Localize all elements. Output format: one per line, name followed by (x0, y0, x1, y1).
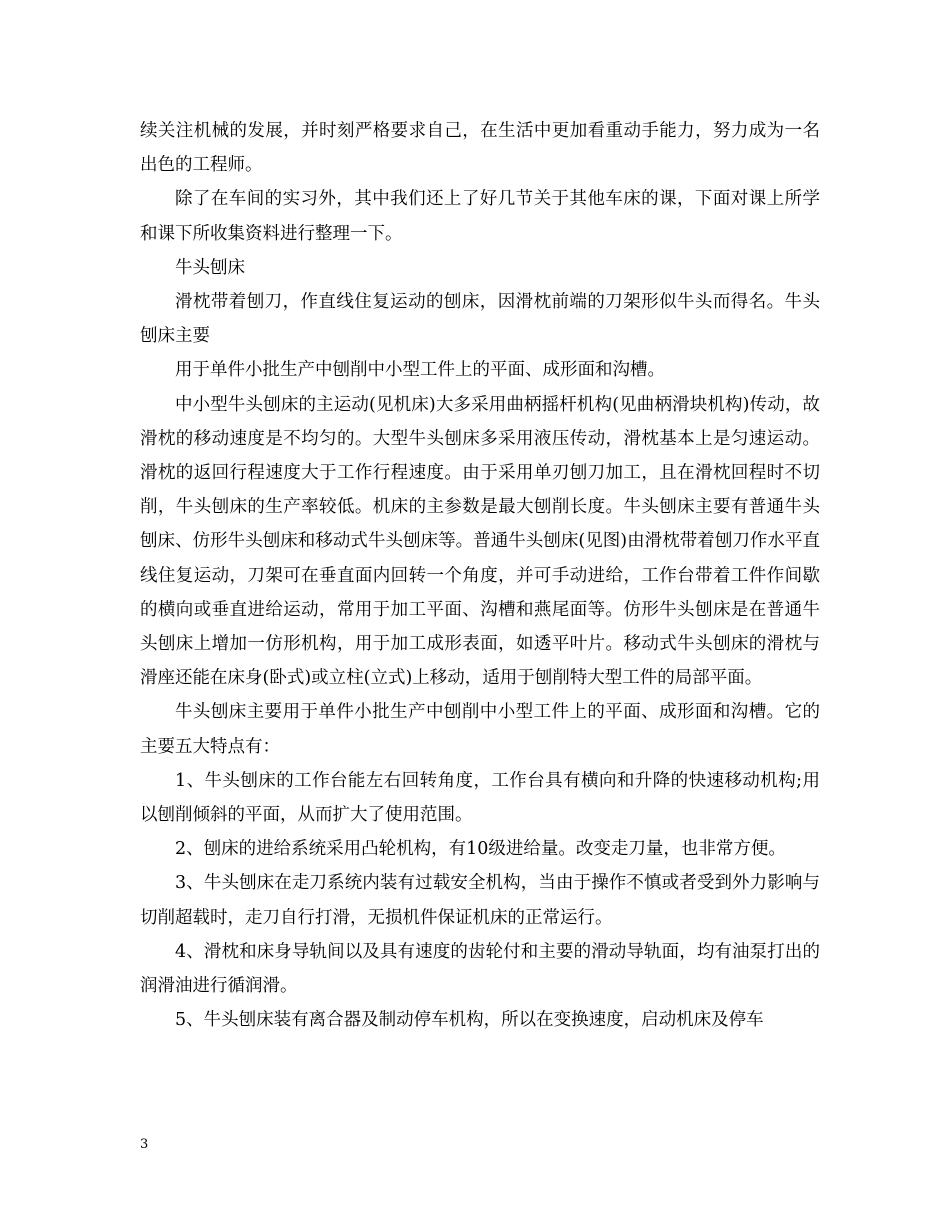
paragraph-features-intro: 牛头刨床主要用于单件小批生产中刨削中小型工件上的平面、成形面和沟槽。它的主要五大特点有： (140, 702, 820, 757)
paragraph-usage: 用于单件小批生产中刨削中小型工件上的平面、成形面和沟槽。 (175, 360, 665, 381)
feature-item-4: 4、滑枕和床身导轨间以及具有速度的齿轮付和主要的滑动导轨面，均有油泵打出的润滑油进行循润滑。 (140, 941, 820, 997)
section-heading: 牛头刨床 (175, 257, 245, 278)
feature-item-3: 3、牛头刨床在走刀系统内装有过载安全机构，当由于操作不慎或者受到外力影响与切削超载时，走刀自行打滑，无损机件保证机床的正常运行。 (140, 873, 820, 928)
feature-item-1: 1、牛头刨床的工作台能左右回转角度，工作台具有横向和升降的快速移动机构;用以刨削倾斜的平面，从而扩大了使用范围。 (140, 770, 820, 826)
paragraph-intro: 除了在车间的实习外，其中我们还上了好几节关于其他车床的课，下面对课上所学和课下所收集资料进行整理一下。 (140, 189, 820, 244)
paragraph-continuation: 续关注机械的发展，并时刻严格要求自己，在生活中更加看重动手能力，努力成为一名出色的工程师。 (140, 121, 820, 176)
paragraph-definition: 滑枕带着刨刀，作直线住复运动的刨床，因滑枕前端的刀架形似牛头而得名。牛头刨床主要 (140, 292, 820, 347)
feature-item-2: 2、刨床的进给系统采用凸轮机构，有10级进给量。改变走刀量，也非常方便。 (175, 839, 786, 860)
document-body (140, 114, 820, 1037)
feature-item-5: 5、牛头刨床装有离合器及制动停车机构，所以在变换速度，启动机床及停车 (175, 1010, 764, 1031)
paragraph-mechanism: 中小型牛头刨床的主运动(见机床)大多采用曲柄摇杆机构(见曲柄滑块机构)传动，故滑枕的移动速度是不均匀的。大型牛头刨床多采用液压传动，滑枕基本上是匀速运动。滑枕的返回行程速度大于工作行程速度。由于采用单刃刨刀加工，且在滑枕回程时不切削，牛头刨床的生产率较低。机床的主参数是最大刨削长度。牛头刨床主要有普通牛头刨床、仿形牛头刨床和移动式牛头刨床等。普通牛头刨床(见图)由滑枕带着刨刀作水平直线住复运动，刀架可在垂直面内回转一个角度，并可手动进给，工作台带着工件作间歇的横向或垂直进给运动，常用于加工平面、沟槽和燕尾面等。仿形牛头刨床是在普通牛头刨床上增加一仿形机构，用于加工成形表面，如透平叶片。移动式牛头刨床的滑枕与滑座还能在床身(卧式)或立柱(立式)上移动，适用于刨削特大型工件的局部平面。 (140, 394, 820, 689)
page-number: 3 (140, 1137, 149, 1152)
